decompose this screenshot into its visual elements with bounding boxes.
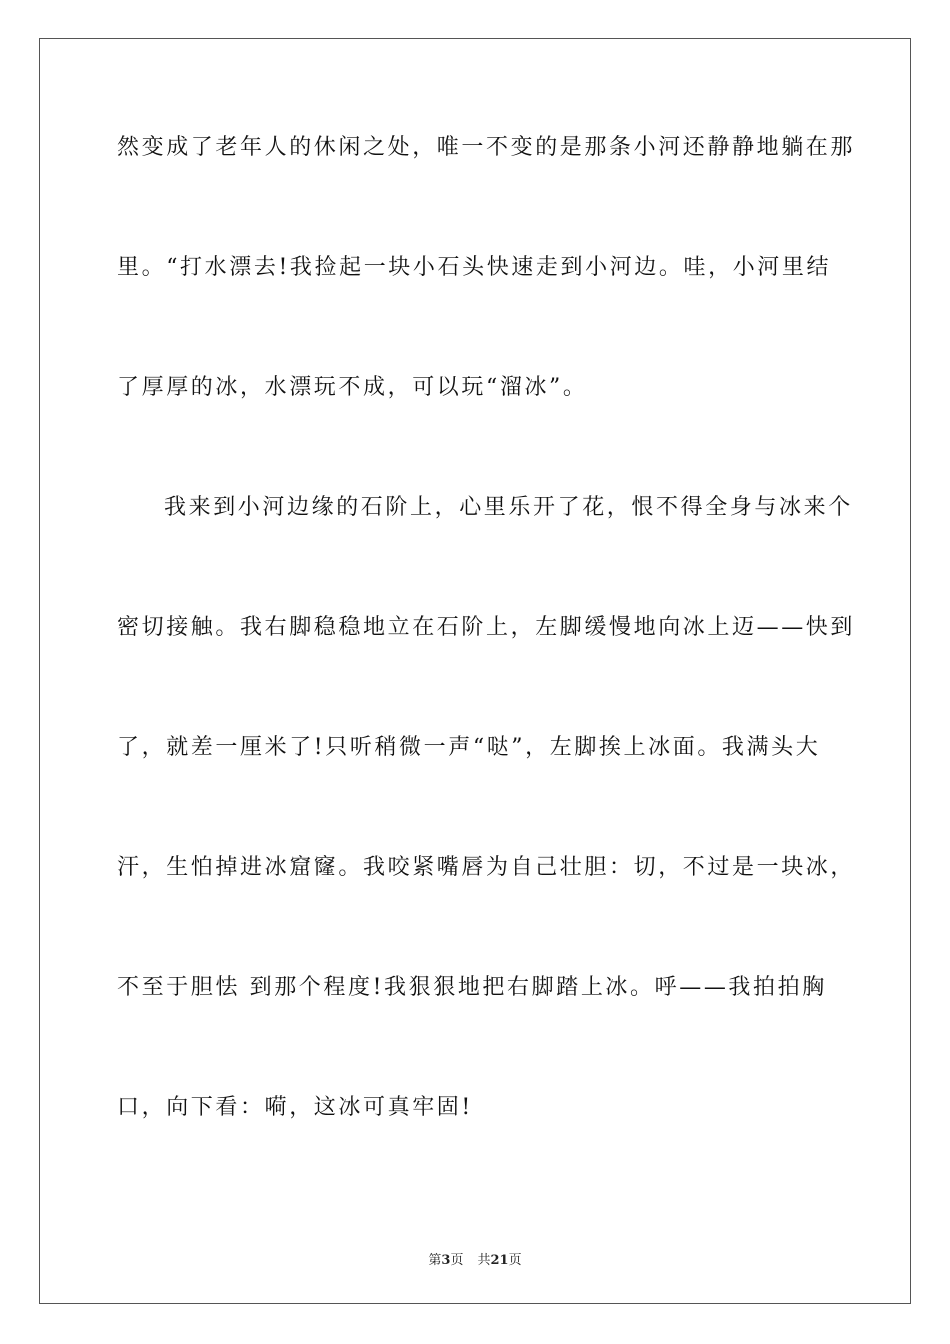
text-line: 了，就差一厘米了!只听稍微一声“哒”，左脚挨上冰面。我满头大: [117, 735, 821, 760]
total-label-prefix: 共: [477, 1253, 491, 1268]
page-label-suffix: 页: [450, 1253, 464, 1268]
text-line: 然变成了老年人的休闲之处，唯一不变的是那条小河还静静地躺在那: [117, 135, 856, 160]
paragraph-start-line: 我来到小河边缘的石阶上，心里乐开了花，恨不得全身与冰来个: [164, 495, 853, 520]
text-line: 口，向下看：嗬，这冰可真牢固!: [117, 1095, 473, 1120]
document-body: [117, 118, 856, 1198]
text-line: 里。“打水漂去!我捡起一块小石头快速走到小河边。哇，小河里结: [117, 255, 832, 280]
total-label-suffix: 页: [508, 1253, 522, 1268]
page-footer: [0, 1249, 950, 1268]
page-label-prefix: 第: [428, 1253, 442, 1268]
text-line: 了厚厚的冰，水漂玩不成，可以玩“溜冰”。: [117, 375, 588, 400]
text-line: 密切接触。我右脚稳稳地立在石阶上，左脚缓慢地向冰上迈——快到: [117, 615, 856, 640]
total-pages: 21: [490, 1253, 509, 1268]
text-line: 汗，生怕掉进冰窟窿。我咬紧嘴唇为自己壮胆：切，不过是一块冰，: [117, 855, 856, 880]
page-number: 3: [441, 1253, 451, 1268]
text-line: 不至于胆怯 到那个程度!我狠狠地把右脚踏上冰。呼——我拍拍胸: [117, 975, 827, 1000]
